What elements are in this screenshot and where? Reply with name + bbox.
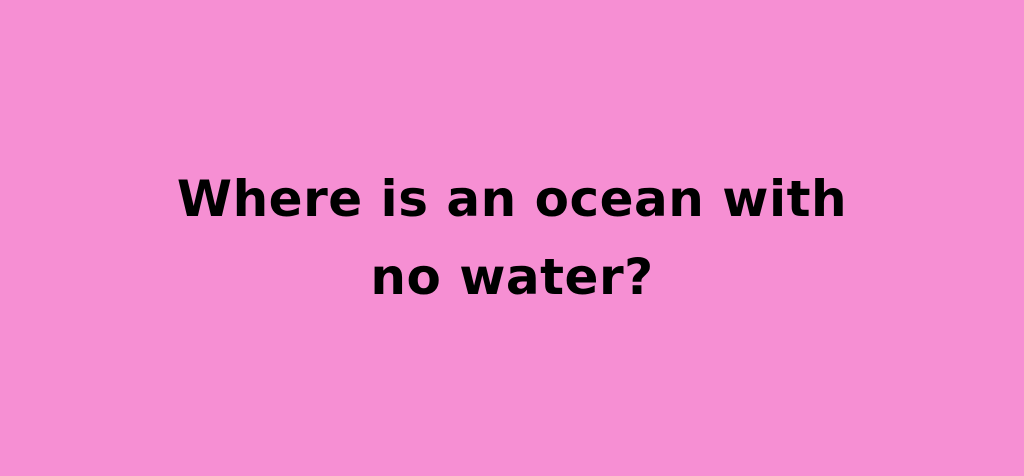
riddle-line-1: Where is an ocean with: [176, 170, 848, 228]
riddle-question: [152, 160, 872, 316]
riddle-line-2: no water?: [370, 248, 654, 306]
